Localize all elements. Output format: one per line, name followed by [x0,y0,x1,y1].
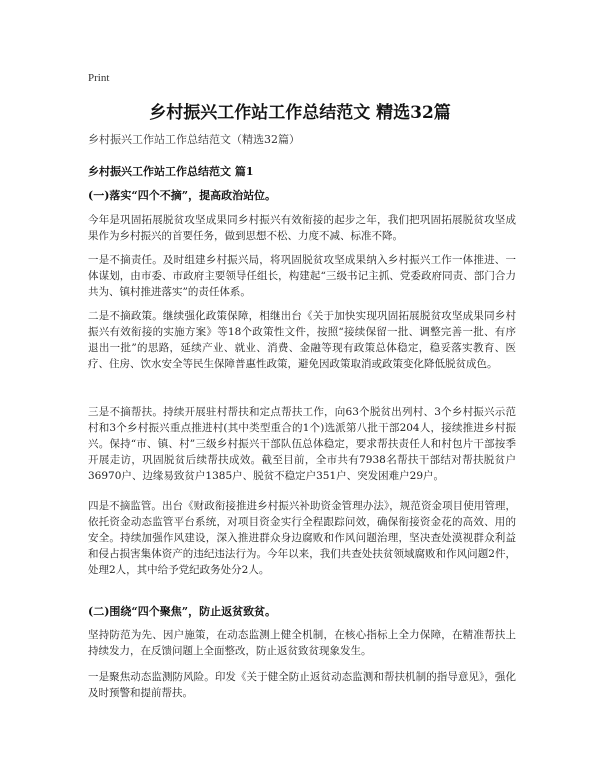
paragraph-4: 三是不摘帮扶。持续开展驻村帮扶和定点帮扶工作，向63个脱贫出列村、3个乡村振兴示范村和3个乡村振兴重点推进村(其中类型重合的1个)选派第八批干部204人，接续推进乡村振兴。保持“市、镇、村”三级乡村振兴干部队伍总体稳定，要求帮扶责任人和村包片干部按季开展走访，巩固脱贫后续帮扶成效。截至目前，全市共有7938名帮扶干部结对帮扶脱贫户36970户、边缘易致贫户1385户、脱贫不稳定户351户、突发困难户29户。 [88,406,516,482]
heading-1: (一)落实“四个不摘”，提高政治站位。 [88,189,277,202]
heading-2: (二)围绕“四个聚焦”，防止返贫致贫。 [88,605,277,618]
paragraph-7: 一是聚焦动态监测防风险。印发《关于健全防止返贫动态监测和帮扶机制的指导意见》，强化及时预警和提前帮扶。 [88,671,516,699]
paragraph-5: 四是不摘监管。出台《财政衔接推进乡村振兴补助资金管理办法》，规范资金项目使用管理，依托资金动态监管平台系统，对项目资金实行全程跟踪问效，确保衔接资金花的高效、用的安全。持续加强作风建设，深入推进群众身边腐败和作风问题治理，坚决查处漠视群众利益和侵占损害集体资产的违纪违法行为。今年以来，我们共查处扶贫领域腐败和作风问题2件，处理2人，其中给予党纪政务处分2人。 [88,500,516,576]
section-title: 乡村振兴工作站工作总结范文 篇1 [88,165,254,178]
paragraph-6: 坚持防范为先、因户施策，在动态监测上健全机制，在核心指标上全力保障，在精准帮扶上持续发力，在反馈问题上全面整改，防止返贫致贫现象发生。 [88,629,516,657]
document-title: 乡村振兴工作站工作总结范文 精选32篇 [149,103,451,123]
paragraph-2: 一是不摘责任。及时组建乡村振兴局，将巩固脱贫攻坚成果纳入乡村振兴工作一体推进、一体谋划，由市委、市政府主要领导任组长，构建起“三级书记主抓、党委政府同责、部门合力共为、镇村推进落实”的责任体系。 [88,254,516,298]
paragraph-1: 今年是巩固拓展脱贫攻坚成果同乡村振兴有效衔接的起步之年，我们把巩固拓展脱贫攻坚成果作为乡村振兴的首要任务，做到思想不松、力度不减、标准不降。 [88,214,516,242]
document-subtitle: 乡村振兴工作站工作总结范文（精选32篇） [88,133,300,146]
paragraph-3: 二是不摘政策。继续强化政策保障，相继出台《关于加快实现巩固拓展脱贫攻坚成果同乡村振兴有效衔接的实施方案》等18个政策性文件，按照“接续保留一批、调整完善一批、有序退出一批”的思路，延续产业、就业、消费、金融等现有政策总体稳定，稳妥落实教育、医疗、住房、饮水安全等民生保障普惠性政策，避免因政策取消或政策变化降低脱贫成色。 [88,310,516,370]
print-label[interactable]: Print [88,72,110,84]
